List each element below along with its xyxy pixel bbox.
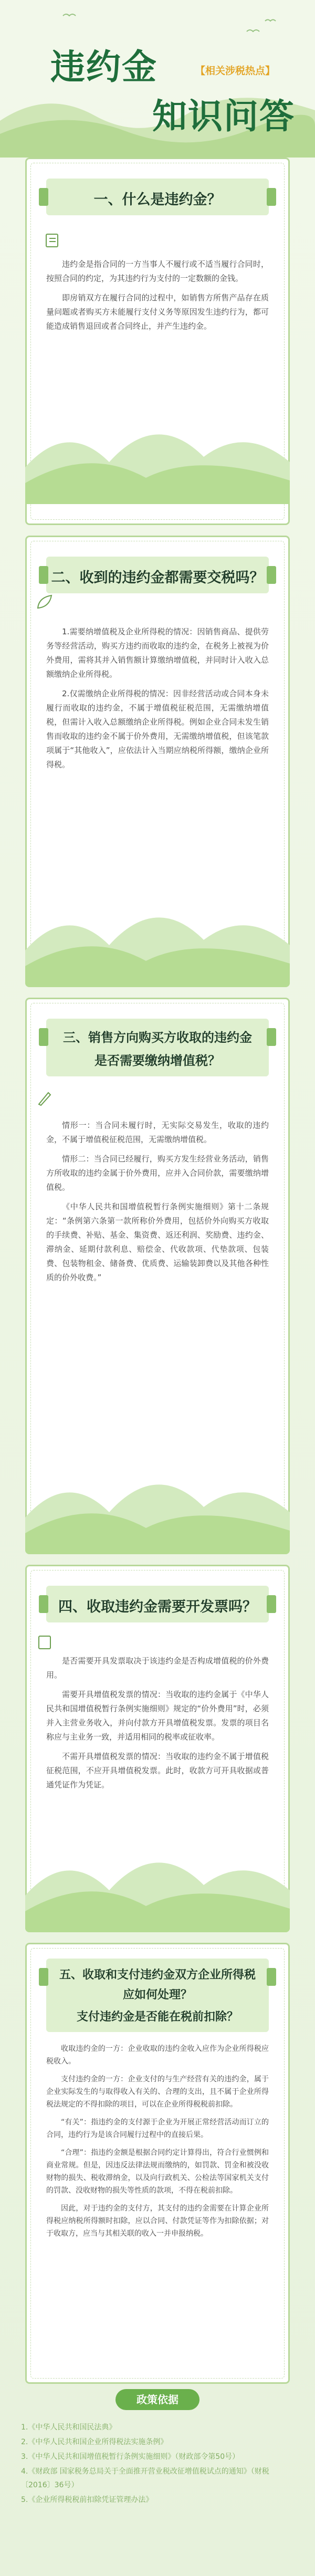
policy-item: 2.《中华人民共和国企业所得税法实施条例》 <box>21 2438 168 2446</box>
policy-item: 1.《中华人民共和国民法典》 <box>21 2423 117 2432</box>
section-3-question-line-2: 是否需要缴纳增值税？ <box>94 1053 220 1068</box>
paragraph: 即房销双方在履行合同的过程中，如销售方所售产品存在质量问题或者购买方未能履行支付义务等原因发生违约行为，都可能造成销售退回或者合同终止，并产生违约金。 <box>46 293 269 331</box>
section-3-card <box>25 998 290 1554</box>
section-2-card <box>25 536 290 987</box>
pen-icon <box>36 1090 54 1107</box>
paragraph: 违约金是指合同的一方当事人不履行或不适当履行合同时，按照合同的约定，为其违约行为支付的一定数额的金钱。 <box>46 259 269 283</box>
paragraph: 《中华人民共和国增值税暂行条例实施细则》第十二条规定：“条例第六条第一款所称价外费用，包括价外向购买方收取的手续费、补贴、基金、集资费、返还利润、奖励费、违约金、滞纳金、延期付款利息、赔偿金、代收款项、代垫款项、包装费、包装物租金、储备费、优质费、运输装卸费以及其他各种性质的价外收费。” <box>46 1202 269 1282</box>
paragraph: 2.仅需缴纳企业所得税的情况：因非经营活动或合同本身未履行而收取的违约金，不属于增值税征税范围，无需缴纳增值税，但需计入收入总额缴纳企业所得税。例如企业合同未发生销售而收取的违约金不属于价外费用，无需缴纳增值税，但该笔款项属于“其他收入”，应依法计入当期应纳税所得额，缴纳企业所得税。 <box>46 689 269 769</box>
section-3-body <box>46 1118 269 1290</box>
section-5-question-line-1: 五、收取和支付违约金双方企业所得税 <box>59 1968 256 1982</box>
paragraph: 支付违约金的一方：企业支付的与生产经营有关的违约金，属于企业实际发生的与取得收入有关的、合理的支出，且不属于企业所得税法规定的不得扣除的项目，可以在企业所得税税前扣除。 <box>46 2075 269 2109</box>
mountains-illustration <box>25 389 290 504</box>
paragraph: 因此，对于违约金的支付方，其支付的违约金需要在计算企业所得税应纳税所得额时扣除，应以合同、付款凭证等作为扣除依据；对于收取方，应当与其相关联的收入一并申报纳税。 <box>46 2204 269 2238</box>
section-1-question: 一、什么是违约金？ <box>93 192 222 208</box>
header <box>0 0 315 158</box>
section-1-card <box>25 158 290 525</box>
policy-item: 5.《企业所得税税前扣除凭证管理办法》 <box>21 2496 153 2504</box>
section-4-card <box>25 1565 290 1932</box>
section-5-question-line-2: 应如何处理？ <box>122 1988 192 2002</box>
title-line-2: 知识问答 <box>152 96 295 137</box>
section-4-question: 四、收取违约金需要开发票吗？ <box>58 1599 257 1615</box>
pen-icon <box>44 231 62 249</box>
paragraph: “合理”：指违约金额是根据合同约定计算得出，符合行业惯例和商业常规。但是，因违反法律法规而缴纳的，如罚款、罚金和被没收财物的损失、税收滞纳金，以及向行政机关、公检法等国家机关支付的罚款、没收财物的损失等性质的款项，不得在税前扣除。 <box>46 2149 269 2195</box>
policy-item: 4.《财政部 国家税务总局关于全面推开营业税改征增值税试点的通知》（财税〔2016〕36号） <box>21 2467 269 2489</box>
section-2-question: 二、收到的违约金都需要交税吗？ <box>51 570 264 586</box>
paragraph: 是否需要开具发票取决于该违约金是否构成增值税的价外费用。 <box>46 1656 269 1680</box>
section-5-body <box>46 2043 269 2245</box>
paragraph: 需要开具增值税发票的情况：当收取的违约金属于《中华人民共和国增值税暂行条例实施细则》规定的“价外费用”时，必须并入主营业务收入，并向付款方开具增值税发票。发票的项目名称应与主业务一致，并适用相同的税率或征收率。 <box>46 1690 269 1742</box>
paragraph: 不需开具增值税发票的情况：当收取的违约金不属于增值税征税范围，不应开具增值税发票。此时，收款方可开具收据或普通凭证作为凭证。 <box>46 1752 269 1789</box>
paragraph: “有关”：指违约金的支付源于企业为开展正常经营活动而订立的合同，违约行为是该合同履行过程中的直接后果。 <box>46 2118 269 2139</box>
mountains-illustration <box>25 1817 290 1932</box>
policy-basis-title: 政策依据 <box>116 2389 200 2410</box>
section-4-body <box>46 1654 269 1797</box>
paragraph: 1.需要纳增值税及企业所得税的情况：因销售商品、提供劳务等经营活动，购买方违约而收取的违约金，在税务上被视为价外费用，需将其并入销售额计算缴纳增值税，并同时计入收入总额缴纳企业所得税。 <box>46 627 269 679</box>
section-5-question-line-3: 支付违约金是否能在税前扣除？ <box>76 2010 238 2024</box>
section-1-body <box>46 257 269 339</box>
leaf-icon <box>36 593 54 611</box>
mountains-illustration <box>25 872 290 987</box>
clipboard-icon <box>36 1633 54 1651</box>
paragraph: 情形二：当合同已经履行，购买方发生经营业务活动，销售方所收取的违约金属于价外费用，应并入合同价款，需要缴纳增值税。 <box>46 1154 269 1192</box>
section-2-body <box>46 625 269 777</box>
paragraph: 收取违约金的一方：企业收取的违约金收入应作为企业所得税应税收入。 <box>46 2045 269 2066</box>
mountains-illustration <box>25 1439 290 1554</box>
policy-list <box>21 2421 294 2508</box>
section-3-question-line-1: 三、销售方向购买方收取的违约金 <box>63 1030 252 1045</box>
title-tag: 【相关涉税热点】 <box>195 65 276 77</box>
title-line-1: 违约金 <box>50 46 158 87</box>
policy-basis <box>16 2389 299 2557</box>
section-5-card <box>25 1943 290 2384</box>
paragraph: 情形一：当合同未履行时，无实际交易发生，收取的违约金，不属于增值税征税范围，无需缴纳增值税。 <box>46 1121 269 1144</box>
policy-item: 3.《中华人民共和国增值税暂行条例实施细则》（财政部令第50号） <box>21 2453 240 2461</box>
